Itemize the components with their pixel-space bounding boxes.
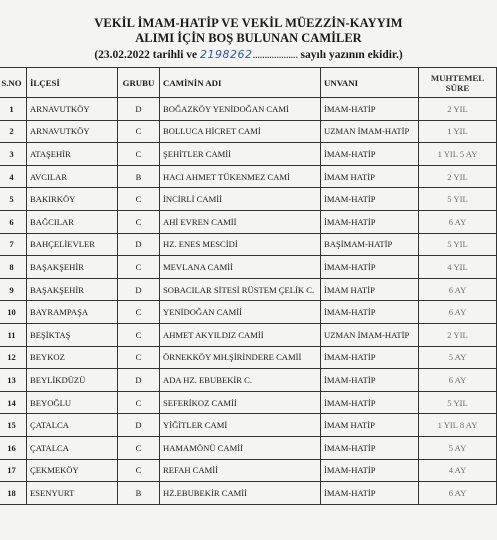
table-row — [0, 346, 497, 369]
table-body — [0, 98, 497, 505]
table-row — [0, 98, 497, 121]
cell-group: D — [118, 278, 160, 301]
table-row — [0, 188, 497, 211]
table-row — [0, 210, 497, 233]
cell-group: C — [118, 391, 160, 414]
cell-district: AVCILAR — [27, 165, 118, 188]
column-header-district: İLÇESİ — [27, 68, 118, 98]
cell-title: İMAM HATİP — [321, 165, 419, 188]
cell-district: BEYKOZ — [27, 346, 118, 369]
cell-district: BAYRAMPAŞA — [27, 301, 118, 324]
cell-district: BEYOĞLU — [27, 391, 118, 414]
cell-mosque: SEFERİKOZ CAMİİ — [160, 391, 321, 414]
cell-mosque: REFAH CAMİİ — [160, 459, 321, 482]
cell-no: 4 — [0, 165, 27, 188]
mosque-table — [0, 67, 497, 505]
reference-suffix: sayılı yazının ekidir.) — [297, 49, 403, 61]
cell-title: İMAM HATİP — [321, 414, 419, 437]
column-header-no: S.NO — [0, 68, 27, 98]
cell-duration: 5 YIL — [419, 233, 497, 256]
cell-no: 8 — [0, 256, 27, 279]
cell-title: İMAM-HATİP — [321, 188, 419, 211]
cell-duration: 2 YIL — [419, 98, 497, 121]
cell-mosque: BOĞAZKÖY YENİDOĞAN CAMİ — [160, 98, 321, 121]
cell-no: 18 — [0, 482, 27, 505]
cell-mosque: SOBACILAR SİTESİ RÜSTEM ÇELİK C. — [160, 278, 321, 301]
cell-mosque: YİĞİTLER CAMİ — [160, 414, 321, 437]
cell-group: D — [118, 233, 160, 256]
cell-title: UZMAN İMAM-HATİP — [321, 323, 419, 346]
cell-district: ÇATALCA — [27, 436, 118, 459]
table-row — [0, 120, 497, 143]
cell-duration: 6 AY — [419, 210, 497, 233]
table-row — [0, 391, 497, 414]
column-header-title: UNVANI — [321, 68, 419, 98]
cell-title: İMAM-HATİP — [321, 210, 419, 233]
table-row — [0, 369, 497, 392]
cell-group: C — [118, 301, 160, 324]
column-header-group: GRUBU — [118, 68, 160, 98]
cell-mosque: MEVLANA CAMİİ — [160, 256, 321, 279]
cell-no: 17 — [0, 459, 27, 482]
cell-no: 1 — [0, 98, 27, 121]
cell-mosque: AHİ EVREN CAMİİ — [160, 210, 321, 233]
table-row — [0, 301, 497, 324]
cell-group: C — [118, 323, 160, 346]
cell-no: 16 — [0, 436, 27, 459]
table-row — [0, 459, 497, 482]
cell-title: İMAM-HATİP — [321, 482, 419, 505]
cell-duration: 1 YIL — [419, 120, 497, 143]
cell-title: İMAM-HATİP — [321, 346, 419, 369]
cell-title: İMAM-HATİP — [321, 256, 419, 279]
cell-no: 7 — [0, 233, 27, 256]
cell-title: İMAM-HATİP — [321, 98, 419, 121]
cell-title: İMAM HATİP — [321, 278, 419, 301]
cell-group: C — [118, 188, 160, 211]
cell-group: C — [118, 346, 160, 369]
table-row — [0, 278, 497, 301]
cell-district: ÇEKMEKÖY — [27, 459, 118, 482]
column-header-duration: MUHTEMEL SÜRE — [419, 68, 497, 98]
cell-district: BAŞAKŞEHİR — [27, 256, 118, 279]
cell-district: BAŞAKŞEHİR — [27, 278, 118, 301]
cell-district: ÇATALCA — [27, 414, 118, 437]
cell-group: C — [118, 436, 160, 459]
column-header-mosque: CAMİNİN ADI — [160, 68, 321, 98]
cell-district: BEŞİKTAŞ — [27, 323, 118, 346]
cell-group: B — [118, 482, 160, 505]
cell-group: C — [118, 120, 160, 143]
cell-duration: 5 AY — [419, 346, 497, 369]
cell-group: D — [118, 414, 160, 437]
cell-mosque: AHMET AKYILDIZ CAMİİ — [160, 323, 321, 346]
cell-mosque: BOLLUCA HİCRET CAMİ — [160, 120, 321, 143]
cell-duration: 2 YIL — [419, 165, 497, 188]
table-row — [0, 482, 497, 505]
cell-duration: 5 YIL — [419, 188, 497, 211]
cell-duration: 5 YIL — [419, 391, 497, 414]
title-line-2: ALIMI İÇİN BOŞ BULUNAN CAMİLER — [135, 31, 362, 45]
table-row — [0, 414, 497, 437]
cell-group: C — [118, 459, 160, 482]
reference-dots: ................... — [252, 49, 298, 61]
cell-district: ATAŞEHİR — [27, 143, 118, 166]
cell-title: UZMAN İMAM-HATİP — [321, 120, 419, 143]
cell-mosque: HZ. ENES MESCİDİ — [160, 233, 321, 256]
cell-district: BEYLİKDÜZÜ — [27, 369, 118, 392]
cell-group: C — [118, 210, 160, 233]
reference-date: (23.02.2022 tarihli ve — [94, 49, 201, 61]
cell-group: B — [118, 165, 160, 188]
cell-no: 12 — [0, 346, 27, 369]
cell-group: C — [118, 143, 160, 166]
cell-mosque: HZ.EBUBEKİR CAMİİ — [160, 482, 321, 505]
cell-title: İMAM-HATİP — [321, 391, 419, 414]
cell-no: 10 — [0, 301, 27, 324]
cell-title: İMAM-HATİP — [321, 436, 419, 459]
cell-mosque: ŞEHİTLER CAMİİ — [160, 143, 321, 166]
cell-duration: 2 YIL — [419, 323, 497, 346]
cell-district: ARNAVUTKÖY — [27, 98, 118, 121]
document-header — [0, 16, 497, 63]
cell-district: ARNAVUTKÖY — [27, 120, 118, 143]
table-row — [0, 143, 497, 166]
cell-title: İMAM-HATİP — [321, 301, 419, 324]
cell-duration: 4 AY — [419, 459, 497, 482]
cell-mosque: HAMAMÖNÜ CAMİİ — [160, 436, 321, 459]
cell-duration: 6 AY — [419, 482, 497, 505]
cell-no: 13 — [0, 369, 27, 392]
cell-no: 6 — [0, 210, 27, 233]
reference-line — [0, 47, 497, 63]
cell-duration: 6 AY — [419, 301, 497, 324]
cell-mosque: HACI AHMET TÜKENMEZ CAMİ — [160, 165, 321, 188]
cell-title: BAŞİMAM-HATİP — [321, 233, 419, 256]
cell-duration: 1 YIL 8 AY — [419, 414, 497, 437]
cell-duration: 6 AY — [419, 369, 497, 392]
table-header-row — [0, 68, 497, 98]
handwritten-number: 2198262 — [200, 48, 253, 61]
cell-no: 9 — [0, 278, 27, 301]
cell-mosque: ADA HZ. EBUBEKİR C. — [160, 369, 321, 392]
cell-mosque: YENİDOĞAN CAMİİ — [160, 301, 321, 324]
cell-no: 14 — [0, 391, 27, 414]
cell-district: ESENYURT — [27, 482, 118, 505]
cell-duration: 4 YIL — [419, 256, 497, 279]
table-row — [0, 323, 497, 346]
cell-no: 15 — [0, 414, 27, 437]
cell-title: İMAM-HATİP — [321, 369, 419, 392]
table-row — [0, 165, 497, 188]
cell-district: BAHÇELİEVLER — [27, 233, 118, 256]
cell-no: 2 — [0, 120, 27, 143]
cell-district: BAKIRKÖY — [27, 188, 118, 211]
cell-no: 3 — [0, 143, 27, 166]
cell-no: 11 — [0, 323, 27, 346]
cell-no: 5 — [0, 188, 27, 211]
cell-group: C — [118, 256, 160, 279]
cell-mosque: İNCİRLİ CAMİİ — [160, 188, 321, 211]
title-line-1: VEKİL İMAM-HATİP VE VEKİL MÜEZZİN-KAYYIM — [94, 16, 403, 30]
cell-mosque: ÖRNEKKÖY MH.ŞİRİNDERE CAMİİ — [160, 346, 321, 369]
cell-group: D — [118, 369, 160, 392]
cell-duration: 5 AY — [419, 436, 497, 459]
cell-title: İMAM-HATİP — [321, 459, 419, 482]
cell-title: İMAM-HATİP — [321, 143, 419, 166]
cell-group: D — [118, 98, 160, 121]
cell-duration: 1 YIL 5 AY — [419, 143, 497, 166]
cell-duration: 6 AY — [419, 278, 497, 301]
cell-district: BAĞCILAR — [27, 210, 118, 233]
table-row — [0, 436, 497, 459]
table-row — [0, 256, 497, 279]
table-row — [0, 233, 497, 256]
